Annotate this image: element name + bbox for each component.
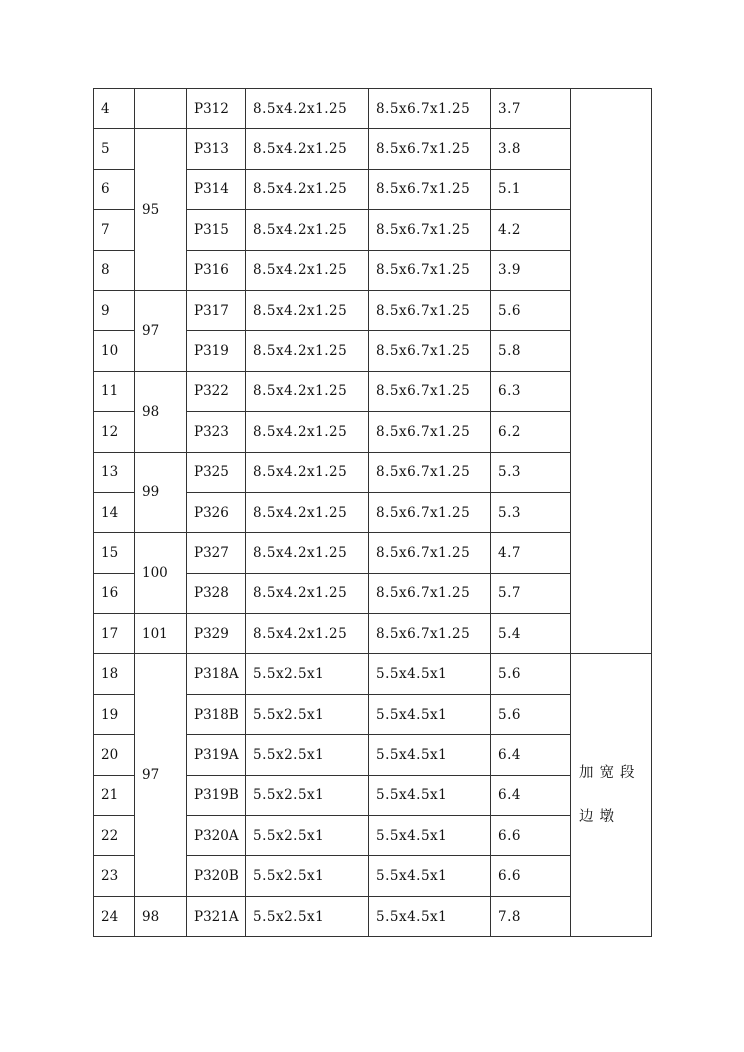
row-number-cell: 15	[94, 533, 135, 573]
height-cell: 5.6	[491, 654, 571, 694]
dimension-b-cell: 8.5x6.7x1.25	[369, 412, 491, 452]
height-cell: 5.6	[491, 290, 571, 330]
height-cell: 7.8	[491, 896, 571, 936]
dimension-b-cell: 5.5x4.5x1	[369, 896, 491, 936]
table-row	[94, 452, 652, 492]
dimension-b-cell: 8.5x6.7x1.25	[369, 573, 491, 613]
dimension-a-cell: 8.5x4.2x1.25	[246, 533, 369, 573]
dimension-a-cell: 8.5x4.2x1.25	[246, 129, 369, 169]
pier-number-cell: 98	[135, 896, 187, 936]
height-cell: 3.7	[491, 89, 571, 129]
row-number-cell: 9	[94, 290, 135, 330]
pier-id-cell: P313	[187, 129, 246, 169]
pier-id-cell: P321A	[187, 896, 246, 936]
dimension-b-cell: 8.5x6.7x1.25	[369, 290, 491, 330]
pier-id-cell: P329	[187, 614, 246, 654]
pier-id-cell: P312	[187, 89, 246, 129]
dimension-a-cell: 8.5x4.2x1.25	[246, 250, 369, 290]
height-cell: 5.3	[491, 492, 571, 532]
height-cell: 6.6	[491, 856, 571, 896]
row-number-cell: 21	[94, 775, 135, 815]
dimension-a-cell: 8.5x4.2x1.25	[246, 371, 369, 411]
dimension-b-cell: 5.5x4.5x1	[369, 816, 491, 856]
height-cell: 4.2	[491, 210, 571, 250]
height-cell: 5.8	[491, 331, 571, 371]
height-cell: 5.6	[491, 694, 571, 734]
pier-number-cell: 97	[135, 290, 187, 371]
height-cell: 6.4	[491, 735, 571, 775]
dimension-b-cell: 8.5x6.7x1.25	[369, 614, 491, 654]
pier-id-cell: P319A	[187, 735, 246, 775]
dimension-a-cell: 5.5x2.5x1	[246, 856, 369, 896]
pier-id-cell: P326	[187, 492, 246, 532]
pier-id-cell: P322	[187, 371, 246, 411]
height-cell: 5.3	[491, 452, 571, 492]
dimension-a-cell: 8.5x4.2x1.25	[246, 412, 369, 452]
row-number-cell: 11	[94, 371, 135, 411]
pier-id-cell: P320A	[187, 816, 246, 856]
pier-id-cell: P323	[187, 412, 246, 452]
row-number-cell: 7	[94, 210, 135, 250]
dimension-b-cell: 8.5x6.7x1.25	[369, 89, 491, 129]
pier-id-cell: P325	[187, 452, 246, 492]
pier-number-cell: 95	[135, 129, 187, 291]
dimension-b-cell: 5.5x4.5x1	[369, 775, 491, 815]
height-cell: 6.4	[491, 775, 571, 815]
row-number-cell: 10	[94, 331, 135, 371]
dimension-b-cell: 8.5x6.7x1.25	[369, 492, 491, 532]
dimension-a-cell: 8.5x4.2x1.25	[246, 452, 369, 492]
table-row	[94, 129, 652, 169]
dimension-a-cell: 8.5x4.2x1.25	[246, 614, 369, 654]
row-number-cell: 8	[94, 250, 135, 290]
row-number-cell: 19	[94, 694, 135, 734]
pier-number-cell	[135, 89, 187, 129]
dimension-b-cell: 5.5x4.5x1	[369, 654, 491, 694]
pier-id-cell: P316	[187, 250, 246, 290]
row-number-cell: 16	[94, 573, 135, 613]
height-cell: 5.4	[491, 614, 571, 654]
dimension-a-cell: 5.5x2.5x1	[246, 654, 369, 694]
dimension-a-cell: 5.5x2.5x1	[246, 775, 369, 815]
dimension-a-cell: 8.5x4.2x1.25	[246, 290, 369, 330]
height-cell: 6.3	[491, 371, 571, 411]
pier-id-cell: P318B	[187, 694, 246, 734]
pier-id-cell: P319	[187, 331, 246, 371]
dimension-a-cell: 5.5x2.5x1	[246, 694, 369, 734]
row-number-cell: 5	[94, 129, 135, 169]
table-row	[94, 89, 652, 129]
pier-id-cell: P328	[187, 573, 246, 613]
pier-data-table	[93, 88, 652, 937]
table-row	[94, 896, 652, 936]
dimension-a-cell: 8.5x4.2x1.25	[246, 331, 369, 371]
table-body	[94, 89, 652, 937]
dimension-b-cell: 8.5x6.7x1.25	[369, 169, 491, 209]
row-number-cell: 4	[94, 89, 135, 129]
remark-cell	[571, 89, 652, 654]
dimension-a-cell: 8.5x4.2x1.25	[246, 492, 369, 532]
row-number-cell: 20	[94, 735, 135, 775]
dimension-a-cell: 8.5x4.2x1.25	[246, 169, 369, 209]
row-number-cell: 18	[94, 654, 135, 694]
row-number-cell: 13	[94, 452, 135, 492]
dimension-b-cell: 8.5x6.7x1.25	[369, 129, 491, 169]
pier-id-cell: P327	[187, 533, 246, 573]
pier-number-cell: 98	[135, 371, 187, 452]
dimension-b-cell: 5.5x4.5x1	[369, 735, 491, 775]
dimension-a-cell: 8.5x4.2x1.25	[246, 210, 369, 250]
height-cell: 3.8	[491, 129, 571, 169]
pier-id-cell: P314	[187, 169, 246, 209]
pier-id-cell: P317	[187, 290, 246, 330]
dimension-a-cell: 8.5x4.2x1.25	[246, 89, 369, 129]
pier-id-cell: P315	[187, 210, 246, 250]
pier-number-cell: 97	[135, 654, 187, 896]
dimension-b-cell: 8.5x6.7x1.25	[369, 331, 491, 371]
height-cell: 4.7	[491, 533, 571, 573]
dimension-b-cell: 8.5x6.7x1.25	[369, 250, 491, 290]
height-cell: 6.6	[491, 816, 571, 856]
height-cell: 6.2	[491, 412, 571, 452]
pier-id-cell: P320B	[187, 856, 246, 896]
row-number-cell: 22	[94, 816, 135, 856]
row-number-cell: 23	[94, 856, 135, 896]
pier-id-cell: P319B	[187, 775, 246, 815]
dimension-b-cell: 8.5x6.7x1.25	[369, 210, 491, 250]
dimension-b-cell: 8.5x6.7x1.25	[369, 533, 491, 573]
height-cell: 5.7	[491, 573, 571, 613]
dimension-a-cell: 5.5x2.5x1	[246, 816, 369, 856]
pier-number-cell: 99	[135, 452, 187, 533]
table-row	[94, 654, 652, 694]
dimension-a-cell: 8.5x4.2x1.25	[246, 573, 369, 613]
dimension-a-cell: 5.5x2.5x1	[246, 735, 369, 775]
dimension-b-cell: 5.5x4.5x1	[369, 694, 491, 734]
row-number-cell: 6	[94, 169, 135, 209]
table-row	[94, 290, 652, 330]
row-number-cell: 14	[94, 492, 135, 532]
row-number-cell: 24	[94, 896, 135, 936]
table-row	[94, 614, 652, 654]
table-row	[94, 533, 652, 573]
row-number-cell: 12	[94, 412, 135, 452]
dimension-b-cell: 8.5x6.7x1.25	[369, 371, 491, 411]
height-cell: 5.1	[491, 169, 571, 209]
dimension-b-cell: 8.5x6.7x1.25	[369, 452, 491, 492]
pier-id-cell: P318A	[187, 654, 246, 694]
pier-number-cell: 101	[135, 614, 187, 654]
pier-number-cell: 100	[135, 533, 187, 614]
row-number-cell: 17	[94, 614, 135, 654]
remark-cell: 加宽段边墩	[571, 654, 652, 937]
dimension-b-cell: 5.5x4.5x1	[369, 856, 491, 896]
table-row	[94, 371, 652, 411]
dimension-a-cell: 5.5x2.5x1	[246, 896, 369, 936]
height-cell: 3.9	[491, 250, 571, 290]
